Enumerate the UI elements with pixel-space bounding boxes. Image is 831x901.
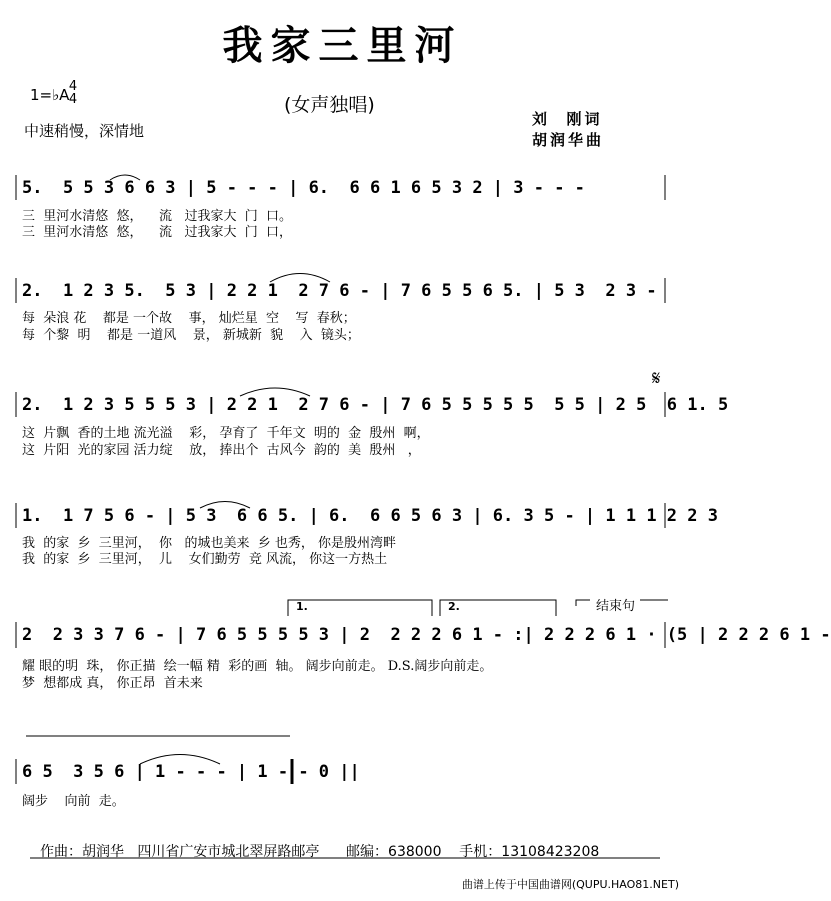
- lyricist-credit: 刘 刚词: [532, 110, 603, 128]
- notation-line-3: 2. 1 2 3 5 5 5 3 | 2 2 1 2 7 6 - | 7 6 5 5 5 5 5 5 5 | 2 5 6 1. 5: [22, 395, 729, 415]
- notation-line-1: 5. 5 5 3 6 6 3 | 5 - - - | 6. 6 6 1 6 5 3 2 | 3 - - -: [22, 178, 585, 198]
- ending-phrase-label: 结束句: [596, 599, 636, 614]
- site-watermark: 曲谱上传于中国曲谱网(QUPU.HAO81.NET): [461, 878, 679, 891]
- meter-bottom: 4: [68, 92, 78, 107]
- song-title: 我家三里河: [222, 22, 463, 69]
- composer-credit: 胡润华曲: [532, 131, 605, 149]
- notation-line-6: 6 5 3 5 6 | 1 - - - | 1 - - 0 ||: [22, 762, 360, 782]
- lyrics-line-4a: 我 的家 乡 三里河， 你 的城也美来 乡 也秀， 你是殷州湾畔: [22, 536, 396, 551]
- key-signature: 1=♭A: [30, 86, 70, 104]
- lyrics-line-1a: 三 里河水清悠 悠， 流 过我家大 门 口。: [22, 209, 292, 224]
- notation-line-5: 2 2 3 3 7 6 - | 7 6 5 5 5 5 3 | 2 2 2 2 6 1 - :| 2 2 2 6 1 · (5 | 2 2 2 6 1 -: [22, 625, 831, 645]
- volta-2: 2.: [448, 600, 460, 613]
- lyrics-line-2b: 每 个黎 明 都是 一道风 景， 新城新 貌 入 镜头；: [22, 328, 360, 343]
- tempo-marking: 中速稍慢，深情地: [24, 122, 145, 140]
- lyrics-line-5a: 耀 眼的明 珠， 你正描 绘一幅 精 彩的画 轴。 阔步向前走。 D.S.阔步向前走。: [22, 659, 493, 674]
- meter-top: 4: [68, 79, 78, 94]
- notation-line-4: 1. 1 7 5 6 - | 5 3 6 6 5. | 6. 6 6 5 6 3 | 6. 3 5 - | 1 1 1 2 2 3: [22, 506, 718, 526]
- segno-mark: 𝄋: [652, 366, 661, 390]
- lyrics-line-3b: 这 片阳 光的家园 活力绽 放， 捧出个 古风今 韵的 美 殷州 ，: [22, 443, 421, 458]
- lyrics-line-6: 阔步 向前 走。: [22, 794, 125, 809]
- lyrics-line-2a: 每 朵浪 花 都是 一个故 事， 灿烂星 空 写 春秋；: [22, 311, 356, 326]
- lyrics-line-3a: 这 片飘 香的土地 流光溢 彩， 孕育了 千年文 明的 金 殷州 啊，: [22, 426, 430, 441]
- volta-1: 1.: [296, 600, 308, 613]
- lyrics-line-1b: 三 里河水清悠 悠， 流 过我家大 门 口，: [22, 225, 292, 240]
- notation-line-2: 2. 1 2 3 5. 5 3 | 2 2 1 2 7 6 - | 7 6 5 5 6 5. | 5 3 2 3 -: [22, 281, 657, 301]
- subtitle: (女声独唱): [284, 94, 375, 116]
- composer-contact: 作曲：胡润华 四川省广安市城北翠屏路邮亭 邮编：638000 手机：13108423208: [40, 844, 600, 860]
- lyrics-line-4b: 我 的家 乡 三里河， 儿 女们勤劳 竞 风流， 你这一方热土: [22, 552, 388, 567]
- lyrics-line-5b: 梦 想都成 真， 你正昂 首未来: [22, 676, 203, 691]
